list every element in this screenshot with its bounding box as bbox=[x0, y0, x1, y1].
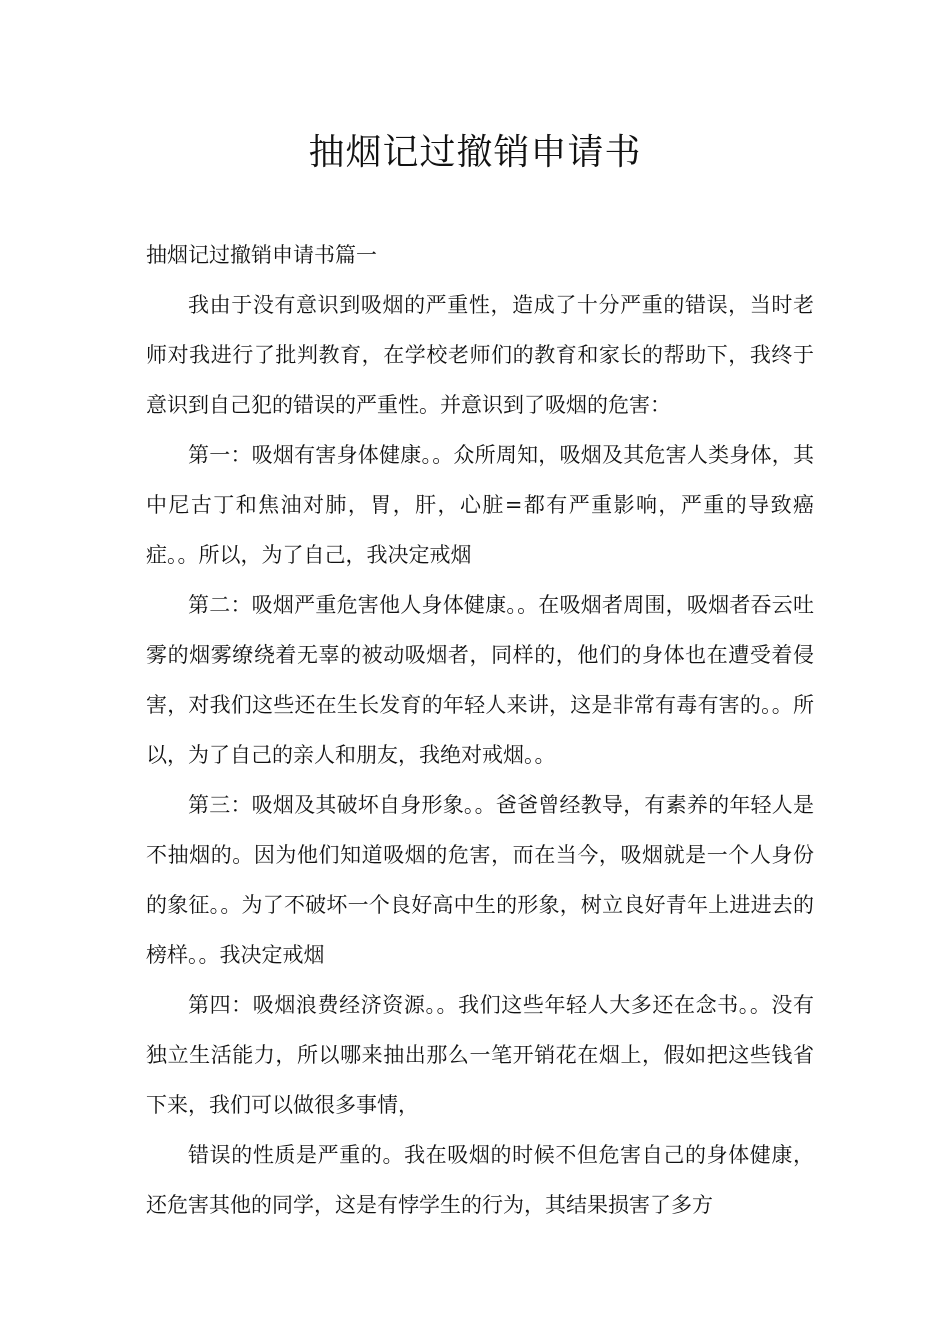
paragraph-conclusion: 错误的性质是严重的。我在吸烟的时候不但危害自己的身体健康，还危害其他的同学，这是有悖学生的行为，其结果损害了多方 bbox=[146, 1143, 814, 1217]
paragraph-point-1: 第一：吸烟有害身体健康。。众所周知，吸烟及其危害人类身体，其中尼古丁和焦油对肺，胃，肝，心脏=都有严重影响，严重的导致癌症。。所以，为了自己，我决定戒烟 bbox=[146, 443, 814, 567]
section-subtitle: 抽烟记过撤销申请书篇一 bbox=[146, 243, 377, 267]
paragraph-point-3: 第三：吸烟及其破坏自身形象。。爸爸曾经教导，有素养的年轻人是不抽烟的。因为他们知道吸烟的危害，而在当今，吸烟就是一个人身份的象征。。为了不破坏一个良好高中生的形象，树立良好青年上进进去的榜样。。我决定戒烟 bbox=[146, 793, 814, 967]
paragraph-point-2: 第二：吸烟严重危害他人身体健康。。在吸烟者周围，吸烟者吞云吐雾的烟雾缭绕着无辜的被动吸烟者，同样的，他们的身体也在遭受着侵害，对我们这些还在生长发育的年轻人来讲，这是非常有毒有害的。。所以，为了自己的亲人和朋友，我绝对戒烟。。 bbox=[146, 593, 814, 767]
document-title: 抽烟记过撤销申请书 bbox=[308, 132, 642, 173]
paragraph-intro: 我由于没有意识到吸烟的严重性，造成了十分严重的错误，当时老师对我进行了批判教育，在学校老师们的教育和家长的帮助下，我终于意识到自己犯的错误的严重性。并意识到了吸烟的危害： bbox=[146, 293, 814, 417]
document-body bbox=[146, 230, 814, 1230]
paragraph-point-4: 第四：吸烟浪费经济资源。。我们这些年轻人大多还在念书。。没有独立生活能力，所以哪来抽出那么一笔开销花在烟上，假如把这些钱省下来，我们可以做很多事情， bbox=[146, 993, 814, 1117]
